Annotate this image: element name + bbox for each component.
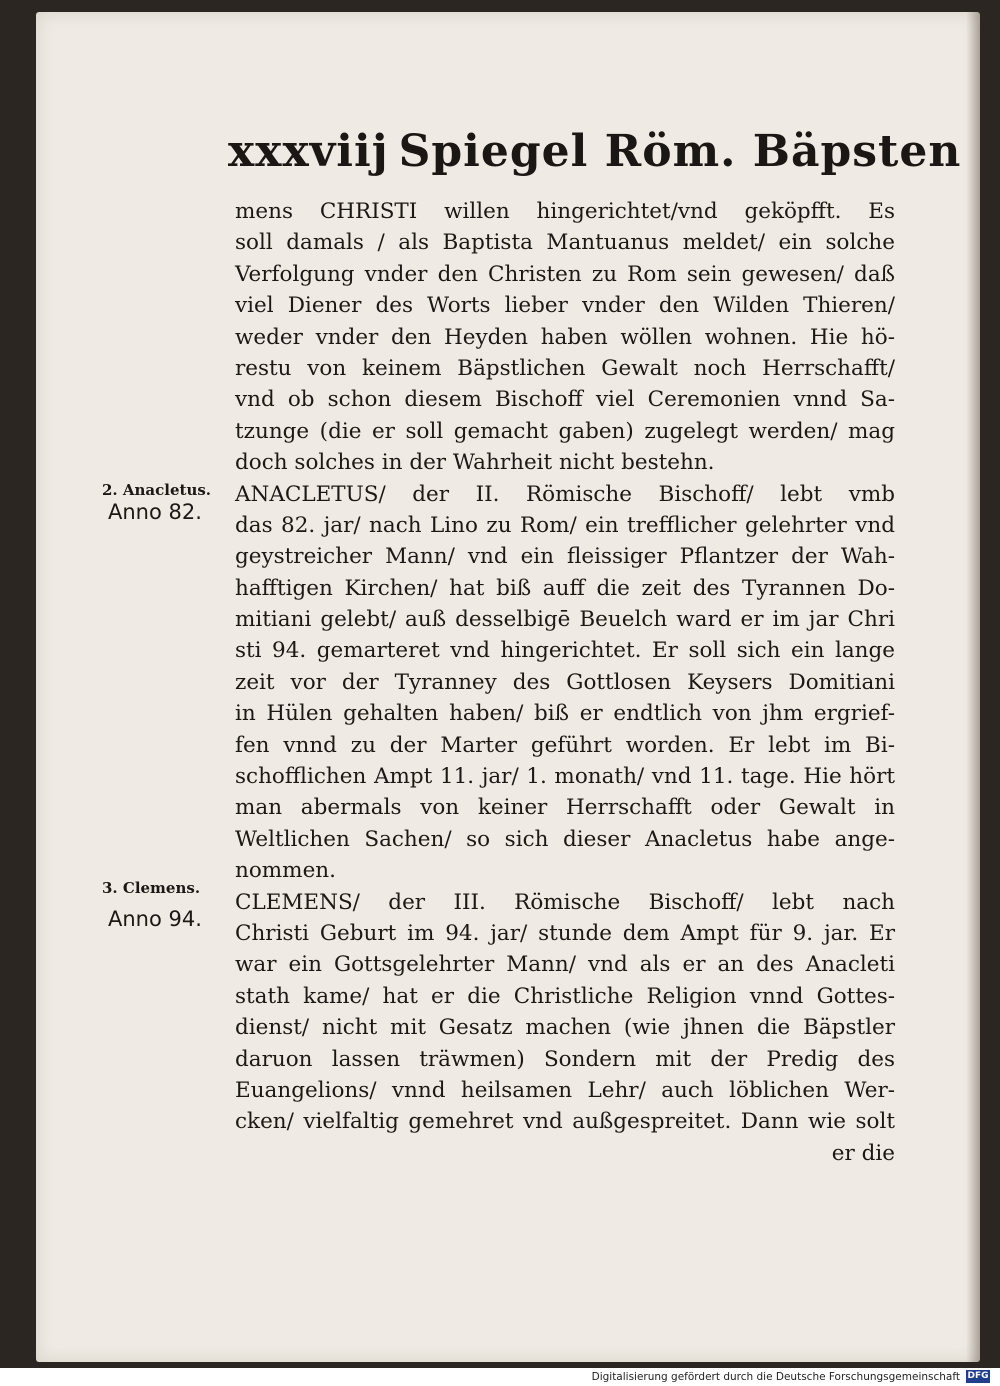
text-line: man abermals von keiner Herrschafft oder Gewalt in xyxy=(235,795,895,821)
text-line: vnd ob schon diesem Bischoff viel Ceremonien vnnd Sa- xyxy=(235,387,895,413)
text-line: dienst/ nicht mit Gesatz machen (wie jhnen die Bäpstler xyxy=(235,1015,895,1041)
text-line: fen vnnd zu der Marter geführt worden. Er lebt im Bi- xyxy=(235,732,895,758)
text-line: mitiani gelebt/ auß desselbigē Beuelch ward er im jar Chri xyxy=(235,607,895,633)
margin-year-clemens: Anno 94. xyxy=(108,907,202,931)
text-line: zeit vor der Tyranney des Gottlosen Keysers Domitiani xyxy=(235,669,895,695)
text-line: nommen. xyxy=(235,858,336,884)
running-header xyxy=(228,126,962,196)
text-line: Weltlichen Sachen/ so sich dieser Anacletus habe ange- xyxy=(235,826,895,852)
funding-credit: Digitalisierung gefördert durch die Deutsche Forschungsgemeinschaft xyxy=(591,1371,960,1383)
text-line: sti 94. gemarteret vnd hingerichtet. Er soll sich ein lange xyxy=(235,638,895,664)
page-spine-shadow xyxy=(966,12,980,1362)
text-line: weder vnder den Heyden haben wöllen wohnen. Hie hö- xyxy=(235,324,895,350)
text-line: schofflichen Ampt 11. jar/ 1. monath/ vnd 11. tage. Hie hört xyxy=(235,764,895,790)
text-line: hafftigen Kirchen/ hat biß auff die zeit des Tyrannen Do- xyxy=(235,575,895,601)
text-line: Christi Geburt im 94. jar/ stunde dem Ampt für 9. jar. Er xyxy=(235,920,895,946)
margin-year-anacletus: Anno 82. xyxy=(108,500,202,524)
text-line: geystreicher Mann/ vnd ein fleissiger Pflantzer der Wah- xyxy=(235,544,895,570)
text-line: CLEMENS/ der III. Römische Bischoff/ lebt nach xyxy=(235,889,895,915)
text-line: viel Diener des Worts lieber vnder den Wilden Thieren/ xyxy=(235,293,895,319)
text-line: war ein Gottsgelehrter Mann/ vnd als er an des Anacleti xyxy=(235,952,895,978)
text-line: ANACLETUS/ der II. Römische Bischoff/ lebt vmb xyxy=(235,481,895,507)
text-line: mens CHRISTI willen hingerichtet/vnd geköpfft. Es xyxy=(235,199,895,224)
margin-note-anacletus: 2. Anacletus. xyxy=(102,481,212,499)
dfg-logo: DFG xyxy=(967,1371,989,1381)
body-text xyxy=(235,196,895,1169)
footer-bar xyxy=(0,1368,1000,1386)
text-line: stath kame/ hat er die Christliche Religion vnnd Gottes- xyxy=(235,983,895,1009)
text-line: daruon lassen träwmen) Sondern mit der Predig des xyxy=(235,1046,895,1072)
catchword: er die xyxy=(831,1140,895,1166)
running-title: Spiegel Röm. Bäpsten xyxy=(398,126,962,177)
text-line: tzunge (die er soll gemacht gaben) zugelegt werden/ mag xyxy=(235,418,895,444)
margin-note-clemens: 3. Clemens. xyxy=(102,879,201,897)
text-line: das 82. jar/ nach Lino zu Rom/ ein trefflicher gelehrter vnd xyxy=(235,512,895,538)
text-line: Verfolgung vnder den Christen zu Rom sein gewesen/ daß xyxy=(235,261,895,287)
text-line: soll damals / als Baptista Mantuanus meldet/ ein solche xyxy=(235,230,895,256)
text-line: cken/ vielfaltig gemehret vnd außgespreitet. Dann wie solt xyxy=(235,1109,895,1135)
text-line: restu von keinem Bäpstlichen Gewalt noch Herrschafft/ xyxy=(235,355,895,381)
text-line: Euangelions/ vnnd heilsamen Lehr/ auch löblichen Wer- xyxy=(235,1077,895,1103)
folio-number: xxxviij xyxy=(228,126,389,177)
text-line: in Hülen gehalten haben/ biß er endtlich von jhm ergrief- xyxy=(235,701,895,727)
text-line: doch solches in der Wahrheit nicht bestehn. xyxy=(235,450,715,476)
